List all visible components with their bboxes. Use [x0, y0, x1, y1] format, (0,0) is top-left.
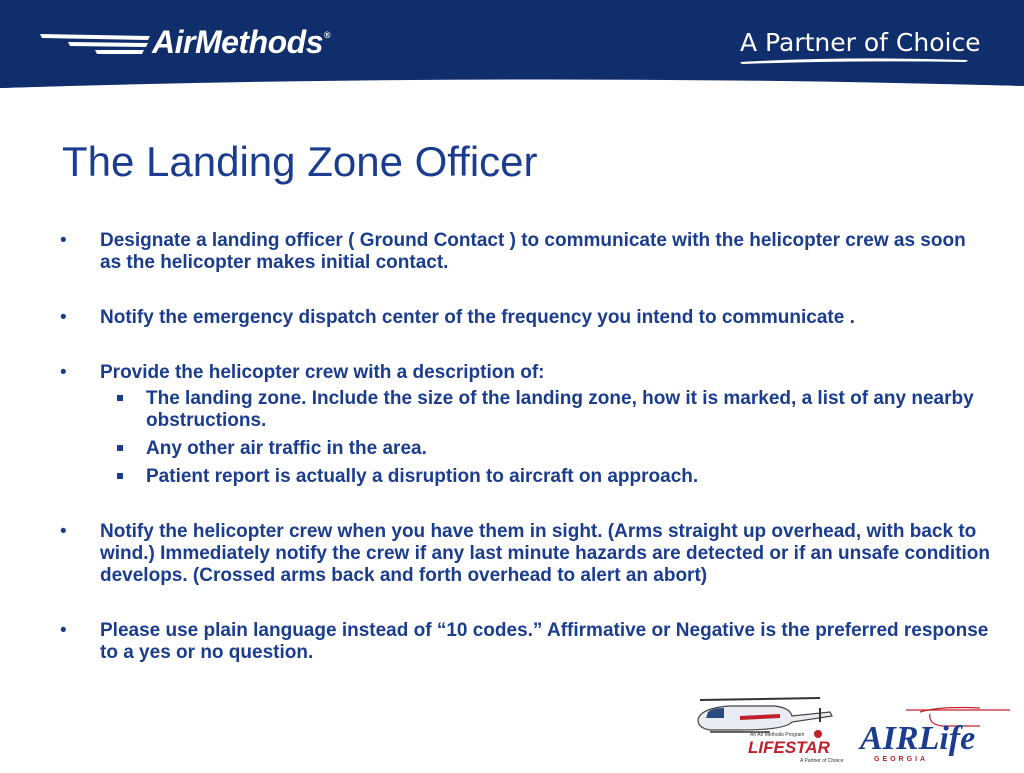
lifestar-note-bottom: A Partner of Choice	[800, 758, 844, 764]
header-bar	[0, 0, 1024, 106]
bullet-dot-icon: •	[60, 362, 67, 383]
sub-bullet-item	[60, 438, 990, 460]
bullet-text: Please use plain language instead of “10 codes.” Affirmative or Negative is the preferred response to a yes or no question.	[100, 620, 989, 663]
sub-bullet-item	[60, 388, 990, 432]
bullet-text: Notify the emergency dispatch center of the frequency you intend to communicate .	[100, 307, 855, 328]
sub-bullet-item	[60, 466, 990, 488]
sub-bullet-text: Patient report is actually a disruption to aircraft on approach.	[146, 466, 699, 487]
bullet-item	[60, 307, 990, 329]
bullet-item	[60, 620, 990, 664]
bullet-item	[60, 230, 990, 274]
airlife-region: GEORGIA	[874, 756, 929, 763]
sub-bullet-text: Any other air traffic in the area.	[146, 438, 427, 459]
airlife-logo: AIRLife	[860, 720, 976, 757]
bullet-dot-icon: •	[60, 307, 67, 328]
tagline: A Partner of Choice	[740, 28, 981, 57]
bullet-text: Designate a landing officer ( Ground Contact ) to communicate with the helicopter crew as soon as the helicopter makes initial contact.	[100, 230, 966, 273]
bullet-dot-icon: •	[60, 521, 67, 542]
brand-name: AirMethods	[152, 24, 323, 60]
registered-mark: ®	[324, 30, 331, 40]
helicopter-icon	[698, 698, 832, 732]
sub-bullet-text: The landing zone. Include the size of the landing zone, how it is marked, a list of any nearby obstructions.	[146, 388, 974, 431]
footer-logos	[680, 690, 1010, 768]
bullet-dot-icon: •	[60, 230, 67, 251]
square-bullet-icon	[117, 445, 123, 451]
square-bullet-icon	[117, 473, 123, 479]
star-of-life-icon	[814, 730, 822, 738]
lifestar-note-top: An Air Methods Program	[750, 732, 805, 738]
bullet-dot-icon: •	[60, 620, 67, 641]
bullet-item	[60, 362, 990, 384]
square-bullet-icon	[117, 395, 123, 401]
brand-logo	[152, 24, 330, 61]
bullet-item	[60, 521, 990, 587]
slide-title: The Landing Zone Officer	[62, 138, 538, 185]
lifestar-logo: LIFESTAR	[748, 738, 830, 757]
sub-bullet-list	[60, 388, 990, 488]
bullet-text: Provide the helicopter crew with a description of:	[100, 362, 545, 383]
slide-content	[60, 230, 990, 697]
bullet-text: Notify the helicopter crew when you have them in sight. (Arms straight up overhead, with back to wind.) Immediately notify the crew if any last minute hazards are detected or if an unsafe condition develops. (Crossed arms back and forth overhead to alert an abort)	[100, 521, 991, 586]
